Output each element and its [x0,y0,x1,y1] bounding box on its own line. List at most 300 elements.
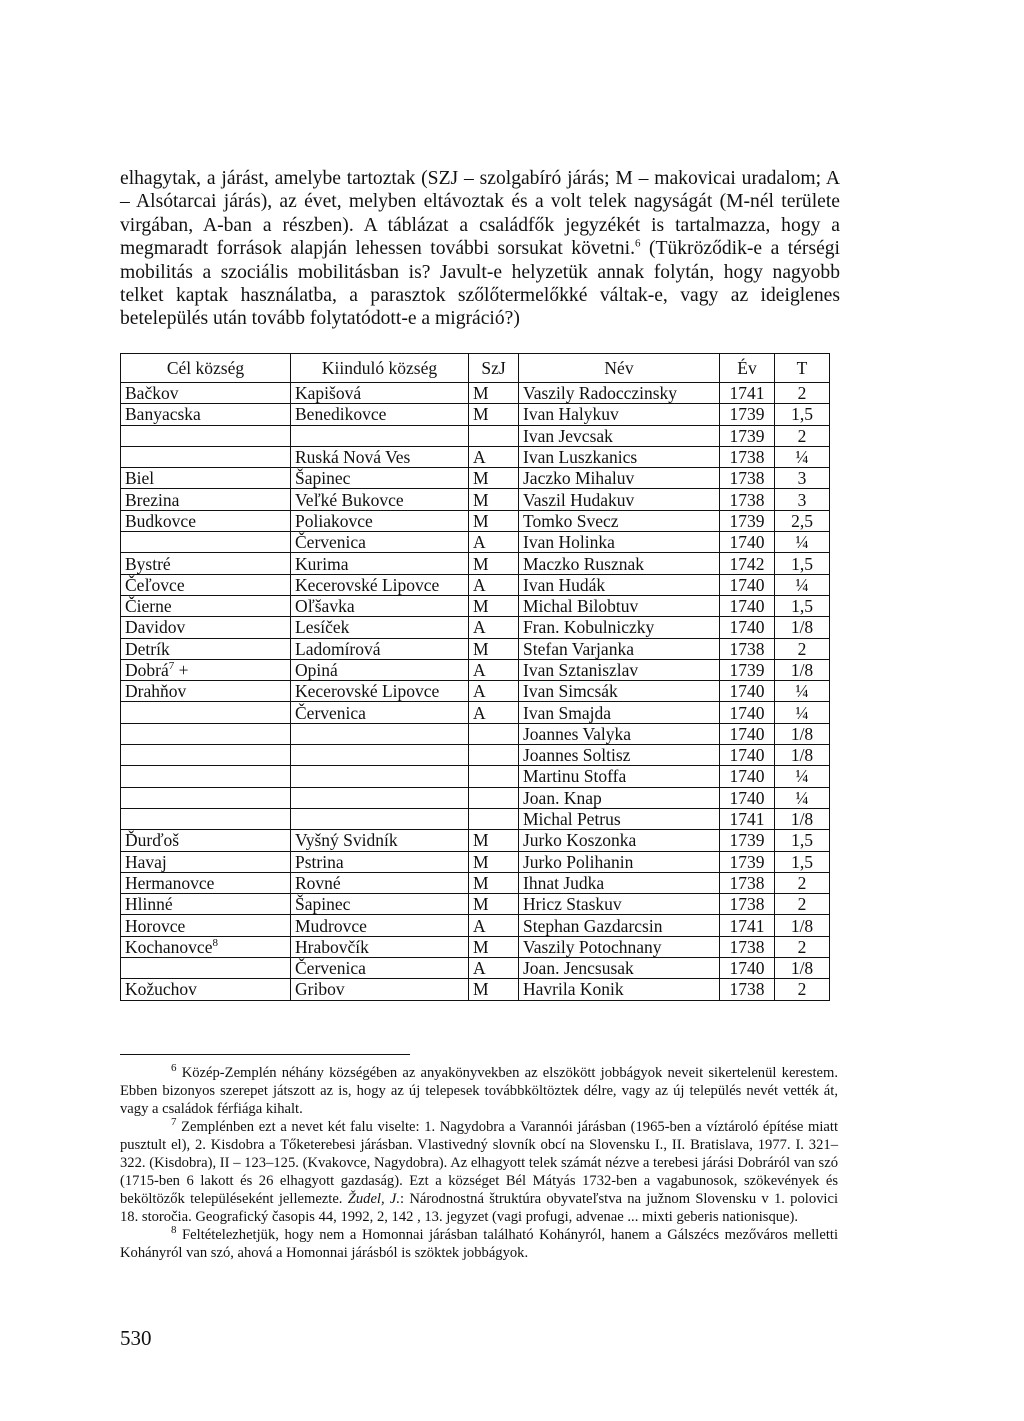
cell-nev [519,489,720,510]
cell-ev [720,404,775,425]
footnote-ref-7: 7 [168,660,175,673]
cell-cel-kozseg [121,745,291,766]
cell-nev [519,766,720,787]
cell-nev [519,553,720,574]
cell-text: Opiná [295,660,338,680]
cell-t [775,638,830,659]
cell-cel-kozseg [121,383,291,404]
cell-text: ¼ [795,766,809,787]
cell-kiindulo-kozseg [291,787,469,808]
cell-cel-kozseg [121,659,291,680]
cell-szj [469,681,519,702]
cell-text: Vyšný Svidník [295,830,398,851]
cell-text: M [473,872,489,893]
cell-szj [469,702,519,723]
cell-nev [519,787,720,808]
cell-t [775,723,830,744]
cell-text: 2 [797,872,807,893]
cell-kiindulo-kozseg [291,702,469,723]
cell-text: ¼ [795,787,809,808]
cell-nev [519,723,720,744]
table-row [121,958,830,979]
cell-text: Poliakovce [295,510,373,531]
cell-ev [720,510,775,531]
cell-ev [720,446,775,467]
cell-kiindulo-kozseg [291,383,469,404]
cell-szj [469,468,519,489]
cell-text: Ivan Holinka [523,532,615,553]
table-row [121,425,830,446]
cell-text: Kecerovské Lipovce [295,681,440,702]
cell-ev [720,553,775,574]
table-row [121,553,830,574]
cell-text: Vaszil Hudakuv [523,489,635,510]
cell-ev [720,787,775,808]
cell-nev [519,425,720,446]
table-row [121,872,830,893]
cell-text: M [473,468,489,489]
cell-t [775,894,830,915]
cell-kiindulo-kozseg [291,830,469,851]
cell-t [775,872,830,893]
cell-szj [469,958,519,979]
cell-cel-kozseg [121,851,291,872]
cell-text: Hermanovce [125,872,215,893]
footnote-8-mark: 8 [171,1224,177,1237]
header-t: T [775,354,830,383]
cell-kiindulo-kozseg [291,489,469,510]
cell-text: Ivan Sztaniszlav [523,660,639,680]
cell-t [775,681,830,702]
cell-kiindulo-kozseg [291,723,469,744]
cell-ev [720,532,775,553]
cell-text: M [473,894,489,915]
cell-cel-kozseg [121,617,291,638]
footnote-8-text: Feltételezhetjük, hogy nem a Homonnai járásban található Kohányról, hanem a Gálszécs mezőváros melletti Kohányról van szó, ahová a Homonnai járásból is szöktek jobbágyok. [120,1227,838,1261]
table-row [121,638,830,659]
cell-text: 1739 [729,660,765,680]
cell-text: ¼ [795,532,809,553]
cell-text: Kecerovské Lipovce [295,574,440,595]
footnote-8 [120,1226,838,1262]
cell-kiindulo-kozseg [291,681,469,702]
cell-text: Hrabovčík [295,936,369,957]
footnote-7-text-b: : Národnostná štruktúra obyvateľstva na južnom Slovensku v 1. polovici 18. storočia. Geografický časopis 44, 1992, 2, 142 , 13. jegyzet (vagi profugi, advenae ... mixti geberis nationisque). [120,1191,839,1225]
cell-szj [469,745,519,766]
table-row [121,383,830,404]
cell-text: Joan. Jencsusak [523,958,634,979]
cell-text: Detrík [125,638,170,659]
table-row [121,979,830,1000]
cell-ev [720,808,775,829]
cell-text: 1740 [729,574,765,595]
table-row [121,702,830,723]
cell-szj [469,872,519,893]
cell-nev [519,894,720,915]
cell-text: M [473,404,489,425]
table-row [121,787,830,808]
cell-ev [720,681,775,702]
cell-kiindulo-kozseg [291,894,469,915]
cell-text: 1738 [729,894,765,915]
cell-text: 1740 [729,681,765,702]
cell-text: Kožuchov [125,979,197,1000]
cell-kiindulo-kozseg [291,532,469,553]
cell-text: 1742 [729,553,765,574]
cell-t [775,745,830,766]
cell-ev [720,723,775,744]
cell-text: Jurko Koszonka [523,830,637,851]
cell-cel-kozseg [121,404,291,425]
cell-text: 1,5 [791,553,813,574]
cell-cel-kozseg [121,830,291,851]
cell-text: 1738 [729,872,765,893]
cell-text: Ihnat Judka [523,872,605,893]
cell-ev [720,383,775,404]
table-row [121,851,830,872]
cell-szj [469,425,519,446]
cell-text: M [473,510,489,531]
cell-text: 2 [797,936,807,957]
cell-text: Joannes Soltisz [523,745,631,766]
cell-text: 1/8 [790,958,814,979]
cell-kiindulo-kozseg [291,659,469,680]
cell-nev [519,830,720,851]
cell-text: ¼ [795,574,809,595]
cell-nev [519,851,720,872]
cell-cel-kozseg [121,595,291,616]
cell-text: M [473,383,489,404]
cell-ev [720,638,775,659]
cell-nev [519,468,720,489]
cell-kiindulo-kozseg [291,553,469,574]
cell-text: Stephan Gazdarcsin [523,915,663,936]
cell-t [775,979,830,1000]
cell-text: Mudrovce [295,915,367,936]
table-header-row [121,354,830,383]
cell-text: A [473,681,486,702]
cell-cel-kozseg [121,489,291,510]
cell-ev [720,851,775,872]
cell-t [775,510,830,531]
table-row [121,595,830,616]
cell-cel-kozseg [121,553,291,574]
table-row [121,489,830,510]
header-ev: Év [720,354,775,383]
cell-cel-kozseg [121,468,291,489]
cell-kiindulo-kozseg [291,979,469,1000]
cell-ev [720,617,775,638]
table-row [121,532,830,553]
cell-ev [720,468,775,489]
cell-text: M [473,596,489,617]
cell-text: A [473,617,486,638]
cell-nev [519,595,720,616]
cell-nev [519,638,720,659]
cell-text: 1740 [729,617,765,638]
cell-text: 3 [797,489,807,510]
cell-kiindulo-kozseg [291,872,469,893]
cell-text: Kurima [295,553,349,574]
cell-ev [720,574,775,595]
cell-text: 1741 [729,915,765,936]
cell-text: Michal Bilobtuv [523,596,639,617]
cell-szj [469,446,519,467]
cell-szj [469,617,519,638]
cell-szj [469,510,519,531]
cell-ev [720,915,775,936]
cell-ev [720,659,775,680]
cell-text: A [473,447,486,468]
cell-kiindulo-kozseg [291,851,469,872]
cell-text: Brezina [125,489,180,510]
cell-text: 1738 [729,936,765,957]
cell-text: Tomko Svecz [523,510,619,531]
cell-szj [469,936,519,957]
cell-text: M [473,489,489,510]
table-row [121,723,830,744]
cell-text: M [473,830,489,851]
cell-text: Havaj [125,851,167,872]
cell-text: 1/8 [790,723,814,744]
footnote-ref-8: 8 [212,937,218,950]
cell-text: 1740 [729,702,765,723]
table-row [121,681,830,702]
cell-text: 2,5 [791,510,813,531]
cell-text: 1738 [729,489,765,510]
cell-text: Ďurďoš [125,830,180,851]
cell-szj [469,659,519,680]
cell-t [775,617,830,638]
cell-text: Lesíček [295,617,350,638]
cell-cel-kozseg [121,638,291,659]
cell-text: M [473,553,489,574]
cell-t [775,532,830,553]
cell-szj [469,851,519,872]
cell-kiindulo-kozseg [291,936,469,957]
header-szj: SzJ [469,354,519,383]
cell-t [775,659,830,680]
intro-paragraph [120,167,840,331]
cell-text: A [473,915,486,936]
table-body [121,383,830,1001]
page-number: 530 [120,1326,152,1350]
cell-text: A [473,574,486,595]
cell-text: Pstrina [295,851,344,872]
cell-t [775,936,830,957]
cell-text: Budkovce [125,510,196,531]
table-row [121,745,830,766]
cell-kiindulo-kozseg [291,510,469,531]
cell-text: A [473,660,486,680]
cell-text: Šapinec [295,468,351,489]
cell-cel-kozseg [121,723,291,744]
table-row [121,936,830,957]
cell-text: Ladomírová [295,638,381,659]
header-nev: Név [519,354,720,383]
cell-text: Ivan Smajda [523,702,611,723]
cell-t [775,425,830,446]
cell-cel-kozseg [121,979,291,1000]
cell-t [775,958,830,979]
cell-text: ¼ [795,447,809,468]
table-row [121,766,830,787]
intro-text-1: elhagytak, a járást, amelybe tartoztak (SZJ – szolgabíró járás; M – makovicai uradalom; A – Alsótarcai járás), az évet, melyben eltávoztak és a volt telek nagyságát (M-nél területe virgában, A-ban a részben). A táblázat a családfők jegyzékét is tartalmazza, hogy a megmaradt források alapján lehessen további sorsukat követni. [120,168,840,260]
cell-szj [469,383,519,404]
cell-ev [720,979,775,1000]
footnotes [120,1064,838,1262]
cell-text: 1/8 [790,660,814,680]
cell-text: Horovce [125,915,186,936]
cell-nev [519,659,720,680]
cell-text: Vaszily Radocczinsky [523,383,678,404]
cell-t [775,766,830,787]
cell-text: 1740 [729,766,765,787]
cell-text: 1739 [729,404,765,425]
header-cel-kozseg: Cél község [121,354,291,383]
intro-text-2: (Tükröződik-e a térségi mobilitás a szociális mobilitásban is? Javult-e helyzetük annak folytán, hogy nagyobb telket kaptak használatba, a parasztok szőlőtermelőkké váltak-e, vagy az ideiglenes betelepülés után tovább folytatódott-e a migráció?) [120,238,840,330]
dobra-plus-mark: + [174,660,189,680]
cell-szj [469,638,519,659]
cell-text: Michal Petrus [523,809,621,830]
cell-text: 1740 [729,745,765,766]
cell-text: 1740 [729,723,765,744]
cell-cel-kozseg [121,766,291,787]
cell-cel-kozseg [121,894,291,915]
cell-text: 1738 [729,447,765,468]
cell-t [775,851,830,872]
cell-t [775,446,830,467]
cell-text: Joannes Valyka [523,723,632,744]
cell-text: Drahňov [125,681,187,702]
cell-text: 1,5 [791,596,813,617]
cell-szj [469,723,519,744]
cell-text: A [473,958,486,979]
cell-text: Dobrá [125,660,169,680]
cell-t [775,808,830,829]
cell-text: Červenica [295,702,366,723]
cell-text: Červenica [295,532,366,553]
cell-text: 1740 [729,596,765,617]
cell-text: 3 [797,468,807,489]
cell-t [775,830,830,851]
table-row [121,617,830,638]
cell-kiindulo-kozseg [291,617,469,638]
cell-ev [720,958,775,979]
footnote-7-text-a: Zemplénben ezt a nevet két falu viselte: 1. Nagydobra a Varannói járásban (1965-ben a víztároló építése miatt pusztult el), 2. Kisdobra a Tőketerebesi járásban. Vlastivedný slovník obcí na Slovensku I., II. Bratislava, 1977. I. 321–322. (Kisdobra), II – 123–125. (Kvakovce, Nagydobra). Az elhagyott telek számát nézve a terebesi járási Dobráról van szó (1715-ben 6 lakott és 26 elhagyott gazdaság). Ezt a községet Bél Mátyás 1732-ben a vagabunosok, szökevények és beköltözők településeként jellemezte. [120,1119,838,1207]
cell-kiindulo-kozseg [291,915,469,936]
cell-text: Ivan Hudák [523,574,606,595]
cell-nev [519,702,720,723]
cell-szj [469,595,519,616]
cell-szj [469,404,519,425]
cell-text: Ruská Nová Ves [295,447,411,468]
cell-szj [469,553,519,574]
cell-text: Joan. Knap [523,787,602,808]
cell-text: M [473,851,489,872]
cell-text: 1/8 [790,809,814,830]
cell-nev [519,510,720,531]
cell-ev [720,745,775,766]
footnote-7-author: Žudel, J. [347,1191,401,1207]
cell-szj [469,915,519,936]
cell-text: Bystré [125,553,171,574]
cell-text: ¼ [795,681,809,702]
cell-text: 1739 [729,851,765,872]
cell-text: 1741 [729,809,765,830]
cell-text: M [473,936,489,957]
cell-t [775,468,830,489]
cell-text: 1,5 [791,851,813,872]
cell-text: Rovné [295,872,341,893]
cell-text: 2 [797,894,807,915]
table-row [121,574,830,595]
cell-text: Fran. Kobulniczky [523,617,655,638]
cell-text: Havrila Konik [523,979,624,1000]
cell-t [775,404,830,425]
cell-text: Benedikovce [295,404,387,425]
cell-text: Biel [125,468,155,489]
cell-text: Červenica [295,958,366,979]
cell-text: 1740 [729,958,765,979]
cell-text: 2 [797,383,807,404]
cell-kiindulo-kozseg [291,638,469,659]
cell-ev [720,489,775,510]
cell-cel-kozseg [121,958,291,979]
cell-cel-kozseg [121,915,291,936]
cell-cel-kozseg [121,446,291,467]
table-row [121,446,830,467]
cell-t [775,553,830,574]
cell-text: Ivan Halykuv [523,404,619,425]
cell-text: Davidov [125,617,186,638]
cell-ev [720,936,775,957]
cell-kiindulo-kozseg [291,745,469,766]
cell-text: 1740 [729,787,765,808]
cell-text: 1739 [729,830,765,851]
footnote-ref-6: 6 [634,237,641,250]
cell-text: Ivan Jevcsak [523,425,613,446]
cell-nev [519,681,720,702]
cell-kiindulo-kozseg [291,468,469,489]
cell-kiindulo-kozseg [291,766,469,787]
cell-nev [519,574,720,595]
cell-text: M [473,638,489,659]
cell-text: 1740 [729,532,765,553]
cell-cel-kozseg [121,510,291,531]
table-row [121,404,830,425]
cell-text: ¼ [795,702,809,723]
cell-szj [469,787,519,808]
cell-cel-kozseg [121,787,291,808]
cell-text: Kapišová [295,383,362,404]
cell-nev [519,872,720,893]
cell-text: Oľšavka [295,596,355,617]
cell-text: Ivan Luszkanics [523,447,638,468]
cell-text: Gribov [295,979,345,1000]
cell-t [775,702,830,723]
cell-szj [469,574,519,595]
table-row [121,659,830,680]
cell-t [775,574,830,595]
cell-text: Ivan Simcsák [523,681,618,702]
cell-cel-kozseg [121,872,291,893]
cell-kiindulo-kozseg [291,404,469,425]
cell-cel-kozseg [121,681,291,702]
cell-kiindulo-kozseg [291,574,469,595]
cell-text: Šapinec [295,894,351,915]
cell-ev [720,702,775,723]
